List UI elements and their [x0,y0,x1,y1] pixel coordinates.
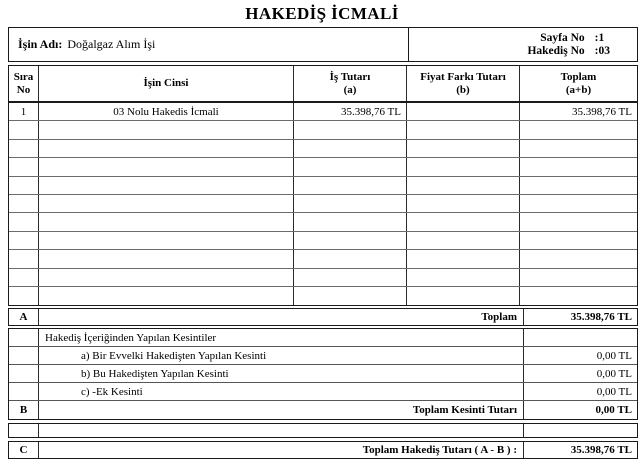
empty-cell [39,158,294,175]
empty-cell [520,287,637,305]
deduction-row [9,347,637,365]
empty-cell [520,213,637,230]
cell-sira-no: 1 [9,103,39,120]
table-row-empty [9,177,637,195]
hakedis-no-label: Hakediş No [527,44,585,57]
table-row-empty [9,232,637,250]
empty-cell [294,250,407,267]
deduction-text: c) -Ek Kesinti [39,383,524,400]
empty-cell [524,329,637,346]
empty-cell [9,287,39,305]
row-c-value: 35.398,76 TL [570,444,632,457]
column-header-fiyat-farki [407,66,520,101]
cell-fiyat-farki [407,103,520,120]
sayfa-no-label: Sayfa No [540,31,585,44]
empty-cell [39,177,294,194]
empty-cell [9,329,39,346]
empty-cell [407,121,520,138]
header-line: (a) [343,83,357,96]
empty-cell [9,121,39,138]
empty-cell [294,121,407,138]
empty-cell [524,424,637,437]
empty-cell [39,269,294,286]
deduction-row [9,365,637,383]
table-row-empty [9,158,637,176]
deduction-text: a) Bir Evvelki Hakedişten Yapılan Kesinti [39,347,524,364]
empty-cell [407,195,520,212]
empty-cell [294,232,407,249]
empty-cell [39,140,294,157]
header-line: No [16,83,31,96]
empty-cell [520,269,637,286]
deduction-row [9,383,637,401]
empty-cell [9,250,39,267]
empty-cell [9,269,39,286]
empty-cell [407,232,520,249]
page-info-cell [409,28,637,61]
row-b-label: Toplam Kesinti Tutarı [39,401,524,419]
row-a-letter: A [9,309,39,325]
empty-cell [9,195,39,212]
empty-cell [294,213,407,230]
deductions-title: Hakediş İçeriğinden Yapılan Kesintiler [39,329,524,346]
empty-cell [39,121,294,138]
empty-cell [294,158,407,175]
column-header-is-tutari [294,66,407,101]
empty-cell [294,287,407,305]
empty-separator-row [8,423,638,438]
column-header-toplam [520,66,637,101]
empty-cell [520,121,637,138]
deduction-value: 0,00 TL [596,367,632,380]
empty-cell [407,213,520,230]
empty-cell [9,213,39,230]
total-row-c [8,441,638,459]
table-row [9,103,637,121]
sayfa-no-value: :1 [594,31,605,44]
table-row-empty [9,213,637,231]
page-title: HAKEDİŞ İCMALİ [245,4,399,23]
header-line: İşin Cinsi [143,77,189,89]
empty-cell [39,250,294,267]
table-row-empty [9,287,637,305]
table-row-empty [9,121,637,139]
empty-cell [9,365,39,382]
column-header-isin-cinsi [39,66,294,101]
empty-cell [9,232,39,249]
empty-cell [9,177,39,194]
column-header-sira-no [9,66,39,101]
isin-adi-value: Doğalgaz Alım İşi [67,37,156,51]
empty-cell [520,250,637,267]
deductions-title-row [9,329,637,347]
empty-cell [9,424,39,437]
empty-cell [9,383,39,400]
row-c-letter: C [9,442,39,458]
row-a-label: Toplam [39,309,524,325]
deduction-value: 0,00 TL [596,385,632,398]
empty-cell [9,158,39,175]
header-line: Sıra [13,70,34,83]
deductions-box [8,328,638,420]
empty-cell [39,195,294,212]
header-line: İş Tutarı [329,70,371,83]
header-line: Toplam [560,70,597,83]
document-body [8,27,638,459]
empty-cell [39,213,294,230]
empty-cell [294,195,407,212]
empty-cell [520,177,637,194]
row-c-label: Toplam Hakediş Tutarı ( A - B ) : [39,442,524,458]
table-header-row [8,65,638,102]
table-row-empty [9,250,637,268]
empty-cell [294,269,407,286]
info-header-box [8,27,638,62]
hakedis-no-value: :03 [594,44,610,57]
cell-isin-cinsi: 03 Nolu Hakedis İcmali [39,103,294,120]
table-row-empty [9,269,637,287]
empty-cell [407,177,520,194]
header-line: (a+b) [565,83,592,96]
cell-toplam: 35.398,76 TL [572,105,632,118]
empty-cell [407,269,520,286]
header-line: (b) [456,83,470,96]
empty-cell [294,140,407,157]
empty-cell [407,140,520,157]
row-b-value: 0,00 TL [595,404,632,417]
deduction-text: b) Bu Hakedişten Yapılan Kesinti [39,365,524,382]
row-b-letter: B [9,401,39,419]
row-a-value: 35.398,76 TL [570,311,632,324]
total-row-a [8,308,638,326]
deduction-value: 0,00 TL [596,349,632,362]
empty-cell [39,232,294,249]
table-row-empty [9,195,637,213]
empty-cell [9,140,39,157]
empty-cell [520,195,637,212]
empty-cell [407,158,520,175]
empty-cell [39,287,294,305]
empty-cell [520,232,637,249]
isin-adi-cell [9,28,409,61]
table-row-empty [9,140,637,158]
header-line: Fiyat Farkı Tutarı [420,70,506,83]
empty-cell [407,287,520,305]
empty-cell [520,140,637,157]
table-body [8,102,638,306]
empty-cell [9,347,39,364]
cell-is-tutari: 35.398,76 TL [294,103,407,120]
empty-cell [294,177,407,194]
total-row-b [9,401,637,419]
empty-cell [407,250,520,267]
empty-cell [39,424,524,437]
empty-cell [520,158,637,175]
isin-adi-label: İşin Adı: [18,37,63,51]
